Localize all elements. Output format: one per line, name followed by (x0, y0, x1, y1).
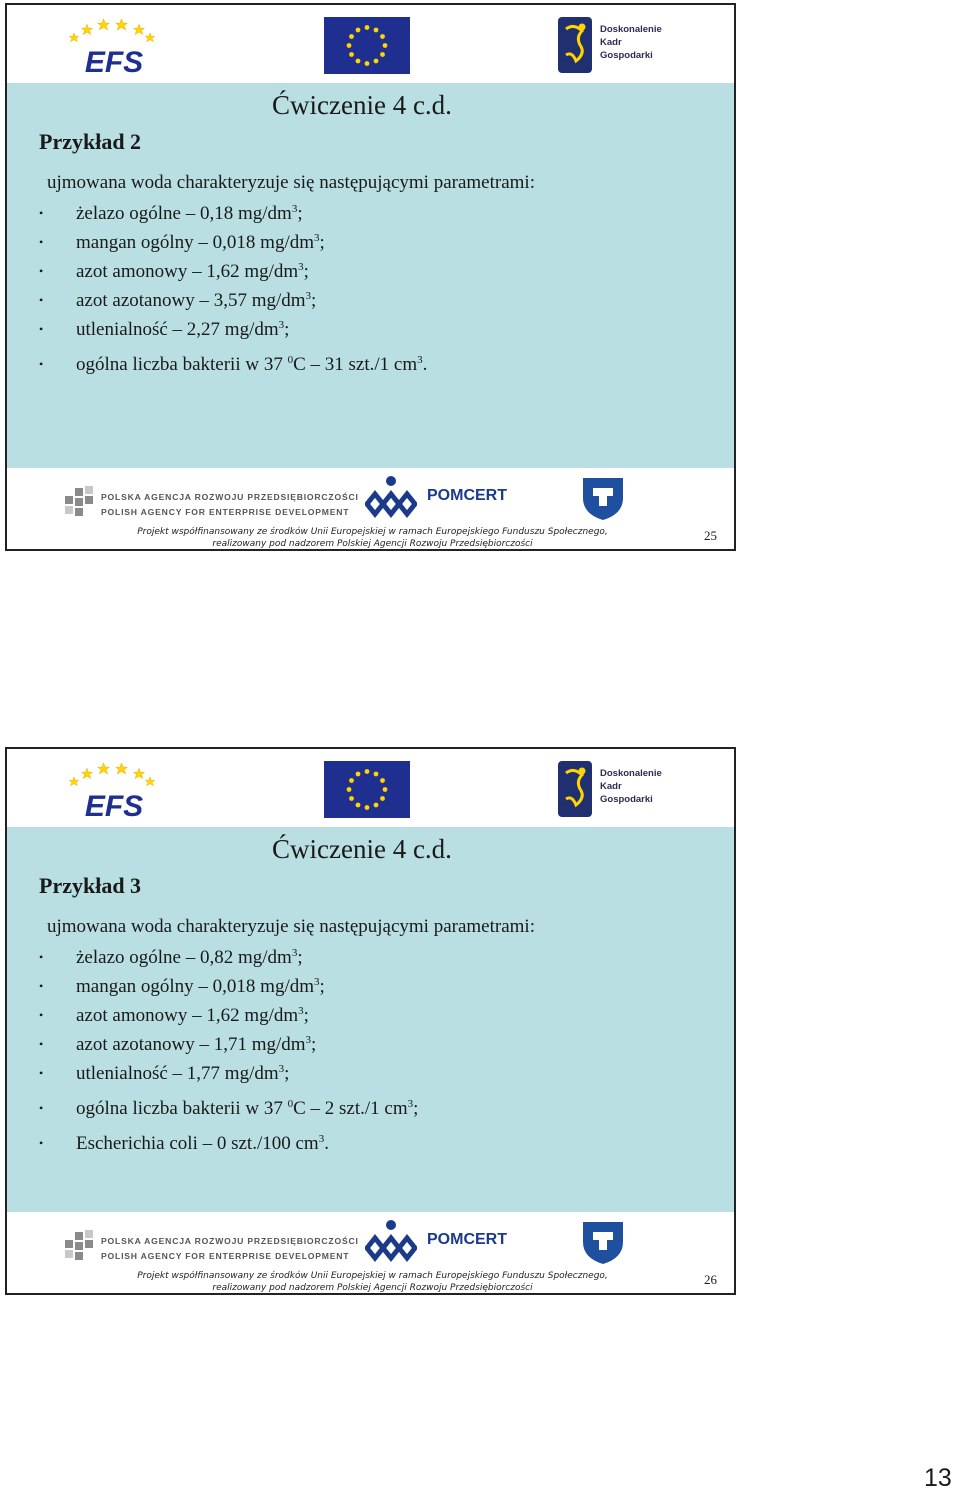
slide-body (7, 83, 734, 468)
eu-flag-icon (324, 761, 410, 818)
dkg-logo (556, 759, 676, 821)
list-item: • azot amonowy – 1,62 $mg/dm^3$; (39, 1005, 309, 1026)
slide-26 (5, 747, 736, 1295)
slide-header (7, 5, 734, 83)
slide-footer (7, 1212, 734, 1295)
slide-header (7, 749, 734, 827)
dkg-emblem-icon (556, 15, 596, 75)
list-item: • mangan ogólny – 0,018 $mg/dm^3$; (39, 976, 325, 997)
parp-logo (61, 1228, 359, 1268)
eu-flag-icon (324, 17, 410, 74)
crest-icon (579, 1218, 627, 1266)
funding-note: Projekt współfinansowany ze środków Unii Europejskiej w ramach Europejskiego Funduszu Społecznego, realizowany pod nadzorem Polskiej Agencji Rozwoju Przedsiębiorczości (137, 1271, 608, 1293)
list-item: • żelazo ogólne – 0,82 $mg/dm^3$; (39, 947, 303, 968)
dkg-logo (556, 15, 676, 77)
list-item: • azot amonowy – 1,62 $mg/dm^3$; (39, 261, 309, 282)
pomcert-mark-icon (365, 474, 417, 520)
exercise-title: Ćwiczenie 4 c.d. (272, 90, 452, 120)
slide-25 (5, 3, 736, 551)
list-item: • ogólna liczba bakterii w 37 $^0$C – 31 szt./1 $cm^3$. (39, 354, 428, 375)
example-label: Przykład 2 (39, 129, 142, 154)
parp-name: POLSKA AGENCJA ROZWOJU PRZEDSIĘBIORCZOŚCI POLISH AGENCY FOR ENTERPRISE DEVELOPMENT (101, 1236, 359, 1261)
page-number: 13 (924, 1464, 952, 1492)
slide-number: 26 (704, 1272, 717, 1287)
funding-note: Projekt współfinansowany ze środków Unii Europejskiej w ramach Europejskiego Funduszu Społecznego, realizowany pod nadzorem Polskiej Agencji Rozwoju Przedsiębiorczości (137, 527, 608, 549)
efs-logo-icon (69, 15, 159, 75)
efs-logo-icon (69, 759, 159, 819)
dkg-name: Doskonalenie Kadr Gospodarki (600, 768, 662, 805)
exercise-title: Ćwiczenie 4 c.d. (272, 834, 452, 864)
parp-emblem-icon (61, 1228, 97, 1264)
dkg-name: Doskonalenie Kadr Gospodarki (600, 24, 662, 61)
slide-number: 25 (704, 528, 717, 543)
list-item: • żelazo ogólne – 0,18 $mg/dm^3$; (39, 203, 303, 224)
svg-text:EFS: EFS (84, 790, 144, 819)
pomcert-name: POMCERT (427, 1231, 507, 1248)
list-item: • azot azotanowy – 1,71 $mg/dm^3$; (39, 1034, 317, 1055)
dkg-emblem-icon (556, 759, 596, 819)
list-item: • ogólna liczba bakterii w 37 $^0$C – 2 szt./1 $cm^3$; (39, 1098, 419, 1119)
pomcert-name: POMCERT (427, 487, 507, 504)
parp-emblem-icon (61, 484, 97, 520)
intro-text: ujmowana woda charakteryzuje się następującymi parametrami: (47, 916, 535, 937)
list-item: • azot azotanowy – 3,57 $mg/dm^3$; (39, 290, 317, 311)
example-label: Przykład 3 (39, 873, 142, 898)
list-item: • utlenialność – 2,27 $mg/dm^3$; (39, 319, 290, 340)
svg-text:EFS: EFS (84, 46, 144, 75)
parp-logo (61, 484, 359, 524)
list-item: • Escherichia coli – 0 szt./100 $cm^3$. (39, 1133, 329, 1154)
parp-name: POLSKA AGENCJA ROZWOJU PRZEDSIĘBIORCZOŚCI POLISH AGENCY FOR ENTERPRISE DEVELOPMENT (101, 492, 359, 517)
crest-icon (579, 474, 627, 522)
slide-body (7, 827, 734, 1212)
list-item: • mangan ogólny – 0,018 $mg/dm^3$; (39, 232, 325, 253)
list-item: • utlenialność – 1,77 $mg/dm^3$; (39, 1063, 290, 1084)
slide-footer (7, 468, 734, 551)
pomcert-mark-icon (365, 1218, 417, 1264)
intro-text: ujmowana woda charakteryzuje się następującymi parametrami: (47, 172, 535, 193)
